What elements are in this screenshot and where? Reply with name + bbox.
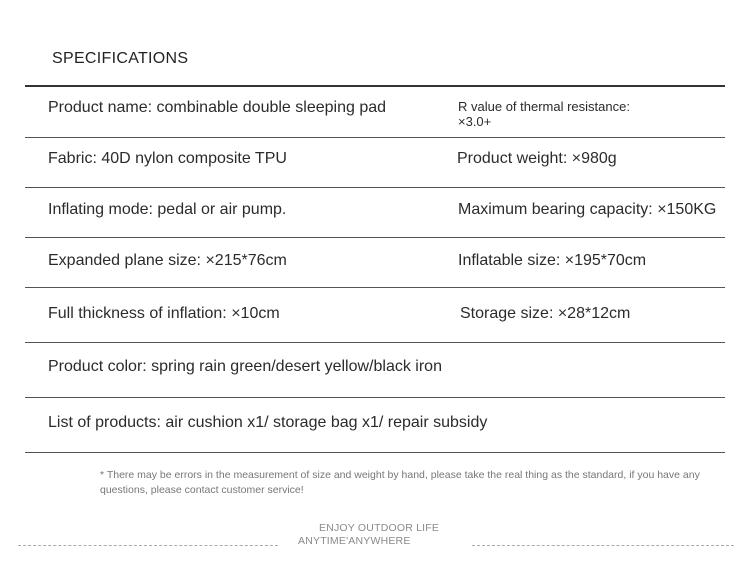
spec-product-name: Product name: combinable double sleeping pad: [48, 99, 387, 116]
row-divider: [25, 137, 725, 138]
footer-dashed-line-right: [472, 545, 734, 546]
heading-divider: [25, 85, 725, 87]
measurement-disclaimer: * There may be errors in the measurement of size and weight by hand, please take the real thing as the standard, if you have any questions, please contact customer service!: [100, 469, 700, 496]
spec-thickness: Full thickness of inflation: ×10cm: [48, 305, 280, 322]
spec-inflating-mode: Inflating mode: pedal or air pump.: [48, 201, 287, 218]
footer-dashed-line-left: [18, 545, 278, 546]
spec-storage-size: Storage size: ×28*12cm: [460, 305, 631, 322]
spec-inflatable-size: Inflatable size: ×195*70cm: [458, 252, 647, 269]
spec-r-value: R value of thermal resistance: ×3.0+: [458, 99, 630, 129]
spec-expanded-size: Expanded plane size: ×215*76cm: [48, 252, 287, 269]
spec-fabric: Fabric: 40D nylon composite TPU: [48, 150, 287, 167]
footer-slogan-line1: ENJOY OUTDOOR LIFE: [319, 522, 440, 534]
row-divider: [25, 342, 725, 343]
row-divider: [25, 452, 725, 453]
spec-bearing-capacity: Maximum bearing capacity: ×150KG: [458, 201, 717, 218]
row-divider: [25, 187, 725, 188]
spec-product-list: List of products: air cushion x1/ storage bag x1/ repair subsidy: [48, 414, 488, 431]
row-divider: [25, 397, 725, 398]
spec-weight: Product weight: ×980g: [457, 150, 617, 167]
row-divider: [25, 287, 725, 288]
spec-product-color: Product color: spring rain green/desert yellow/black iron: [48, 358, 442, 375]
footer-slogan-line2: ANYTIME'ANYWHERE: [298, 535, 411, 547]
section-heading: SPECIFICATIONS: [52, 50, 189, 67]
row-divider: [25, 237, 725, 238]
